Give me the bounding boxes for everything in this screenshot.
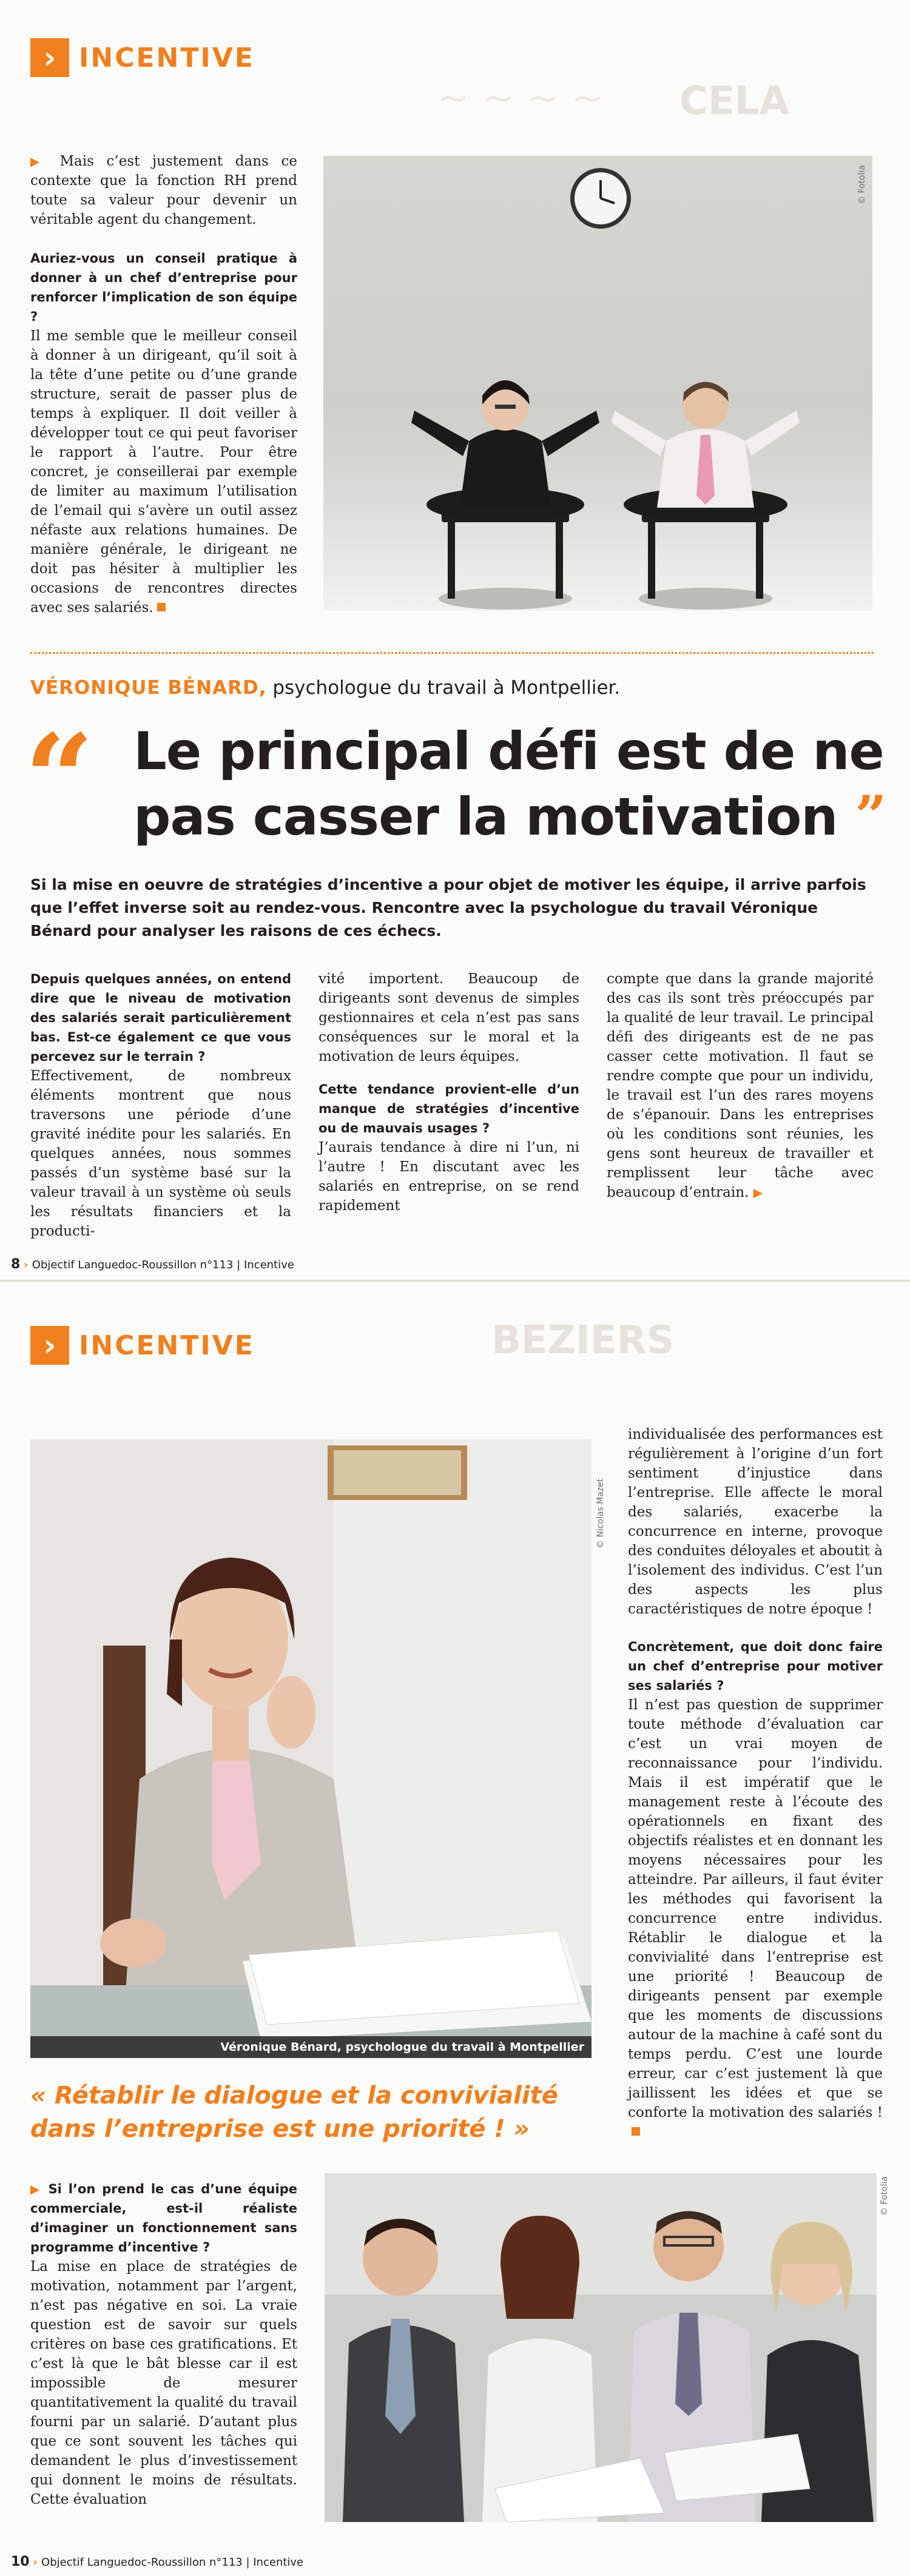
photo-credit: © Fotolia — [857, 165, 867, 204]
end-square-icon — [157, 603, 166, 611]
answer-evaluation-continuation: individualisée des performances est régulièrement à l’origine d’un fort sentiment d’injustice dans l’entreprise. Elle affecte le moral des salariés, exacerbe la concurrence en interne, provoque des conduites déloyales et aboutit à l’isolement des individus. C’est l’un des aspects les plus caractéristiques de notre époque ! — [628, 1427, 883, 1617]
answer-what-to-do: Il n’est pas question de supprimer toute méthode d’évaluation car c’est un vrai moyen de reconnaissance pour l’individu. Mais il est impératif que le management reste à l’écoute des opérationnels en fixant des objectifs réalistes et en donnant les moyens nécessaires pour les atteindre. Par ailleurs, il faut éviter les méthodes qui favorisent la concurrence entre individus. Rétablir le dialogue et la convivialité dans l’entreprise est une priorité ! Beaucoup de dirigeants pensent par exemple que les moments de discussions autour de la machine à café sont du temps perdu. C’est une lourde erreur, car c’est justement là que jaillissent les idées et que se conforte la motivation des salariés ! — [628, 1697, 883, 2120]
answer-advice: Il me semble que le meilleur conseil à donner à un dirigeant, qu’il soit à la tête d’une petite ou d’une grande structure, serait de passer plus de temps à expliquer. Il doit veiller à développer tout ce qui peut favoriser le rapport à l’autre. Pour être concret, je conseillerai par exemple de limiter au maximum l’utilisation de l’email qui s’avère un outil assez néfaste aux relations humaines. De manière générale, le dirigeant ne doit pas hésiter à multiplier les occasions de rencontres directes avec ses salariés. — [30, 328, 297, 616]
portrait-illustration — [30, 1439, 592, 2058]
question-trend: Cette tendance provient-elle d’un manque de stratégies d’incentive ou de mauvais usages ? — [318, 1082, 579, 1135]
answer-trend: J’aurais tendance à dire ni l’un, ni l’autre ! En discutant avec les salariés en entreprise, on se rend rapidement — [318, 1140, 579, 1214]
close-quote-icon: ” — [855, 784, 886, 848]
arrow-right-icon: › — [30, 38, 69, 77]
ghost-logo: BEZIERS — [491, 1318, 675, 1363]
intro-column — [30, 152, 297, 617]
end-square-icon — [632, 2127, 640, 2136]
section-header — [30, 36, 255, 79]
pull-quote: « Rétablir le dialogue et la convivialité dans l’entreprise est une priorité ! » — [30, 2082, 558, 2143]
article-column-2 — [318, 969, 579, 1216]
portrait-photo — [30, 1439, 592, 2058]
article-column-1 — [30, 969, 291, 1241]
interviewee-role: psychologue du travail à Montpellier. — [272, 677, 621, 699]
arrow-right-icon: › — [30, 1326, 69, 1365]
continue-arrow-icon: ▶ — [753, 1185, 763, 1200]
headline-text: Le principal défi est de ne pas casser la motivation — [133, 721, 884, 847]
footer-section: Incentive — [243, 1259, 294, 1271]
ghost-script: ~ ~ ~ ~ — [437, 76, 604, 121]
footer-section: Incentive — [253, 2556, 304, 2569]
section-title: INCENTIVE — [79, 1330, 255, 1361]
man-figure — [612, 382, 800, 522]
page-10 — [0, 1280, 910, 2576]
footer-arrow-icon: › — [33, 2556, 42, 2569]
lead-paragraph: Si la mise en oeuvre de stratégies d’incentive a pour objet de motiver les équipe, il arrive parfois que l’effet inverse soit au rendez-vous. Rencontre avec la psychologue du travail Véronique Bénard pour analyser les raisons de ces échecs. — [30, 876, 866, 940]
meditation-photo — [323, 156, 872, 611]
intro-paragraph: Mais c’est justement dans ce contexte que la fonction RH prend toute sa valeur pour devenir un véritable agent du changement. — [30, 153, 297, 227]
answer-motivation-level: Effectivement, de nombreux éléments montrent que nous traversons une période d’une gravité inédite pour les salariés. En quelques années, nous sommes passés d’un système basé sur la valeur travail à un système où seuls les résultats financiers et la producti- — [30, 1068, 291, 1239]
magazine-title: Objectif Languedoc-Roussillon n°113 — [32, 1259, 234, 1271]
left-column — [30, 2179, 297, 2509]
open-quote-icon: “ — [24, 708, 95, 850]
article-column-3 — [607, 969, 874, 1202]
question-sales-team: Si l’on prend le cas d’une équipe commerciale, est-il réaliste d’imaginer un fonctionnement sans programme d’incentive ? — [30, 2182, 297, 2255]
triangle-bullet-icon: ▶ — [30, 2182, 49, 2196]
answer-continuation: vité importent. Beaucoup de dirigeants sont devenus de simples gestionnaires et cela n’est pas sans conséquences sur le moral et la motivation de leurs équipes. — [318, 971, 579, 1064]
question-what-to-do: Concrètement, que doit donc faire un chef d’entreprise pour motiver ses salariés ? — [628, 1639, 883, 1693]
magazine-title: Objectif Languedoc-Roussillon n°113 — [41, 2556, 243, 2569]
section-title: INCENTIVE — [79, 42, 255, 73]
triangle-bullet-icon: ▶ — [30, 154, 60, 169]
page-number: 8 — [11, 1257, 21, 1272]
clock-icon — [570, 168, 631, 229]
question-advice: Auriez-vous un conseil pratique à donner à un chef d’entreprise pour renforcer l’implication de son équipe ? — [30, 251, 297, 324]
page-8 — [0, 0, 910, 1280]
interviewee-name: VÉRONIQUE BÉNARD, — [30, 677, 267, 699]
footer-arrow-icon: › — [24, 1259, 32, 1271]
answer-sales-team: La mise en place de stratégies de motivation, notamment par l’argent, n’est pas négative en soi. La vraie question est de savoir sur quels critères on base ces gratifications. Et c’est là que le bât blesse car il est impossible de mesurer quantitativement la qualité du travail fourni par un salarié. D’autant plus que ce sont souvent les tâches qui demandent le plus d’investissement qui donnent le moins de résultats. Cette évaluation — [30, 2259, 297, 2507]
page-number: 10 — [11, 2554, 30, 2569]
right-column — [628, 1425, 883, 2142]
page-footer: 8 › Objectif Languedoc-Roussillon n°113 | Incentive — [11, 1257, 294, 1272]
divider — [30, 652, 874, 654]
woman-figure — [411, 380, 599, 522]
portrait-credit: © Nicolas Mazet — [596, 1478, 605, 1549]
team-photo — [325, 2173, 877, 2522]
team-photo-credit: © Fotolia — [880, 2176, 889, 2216]
page-footer: 10 › Objectif Languedoc-Roussillon n°113 | Incentive — [11, 2554, 304, 2569]
meditation-illustration — [323, 156, 872, 611]
answer-trend-continuation: compte que dans la grande majorité des cas ils sont très préoccupés par la qualité de leur travail. Le principal défi des dirigeants est de ne pas casser cette motivation. Il faut se rendre compte que pour un individu, le travail est l’un des rares moyens de s’épanouir. Dans les entreprises où les conditions sont réunies, les gens sont heureux de travailler et remplissent leur tâche avec beaucoup d’entrain. — [607, 971, 874, 1200]
section-header — [30, 1324, 255, 1367]
headline — [133, 719, 892, 849]
portrait-caption: Véronique Bénard, psychologue du travail à Montpellier — [30, 2036, 592, 2058]
question-motivation-level: Depuis quelques années, on entend dire que le niveau de motivation des salariés serait particulièrement bas. Est-ce également ce que vous percevez sur le terrain ? — [30, 972, 291, 1064]
interviewee-byline — [30, 677, 620, 699]
ghost-logo: CELA — [679, 79, 789, 124]
team-illustration — [325, 2173, 877, 2522]
